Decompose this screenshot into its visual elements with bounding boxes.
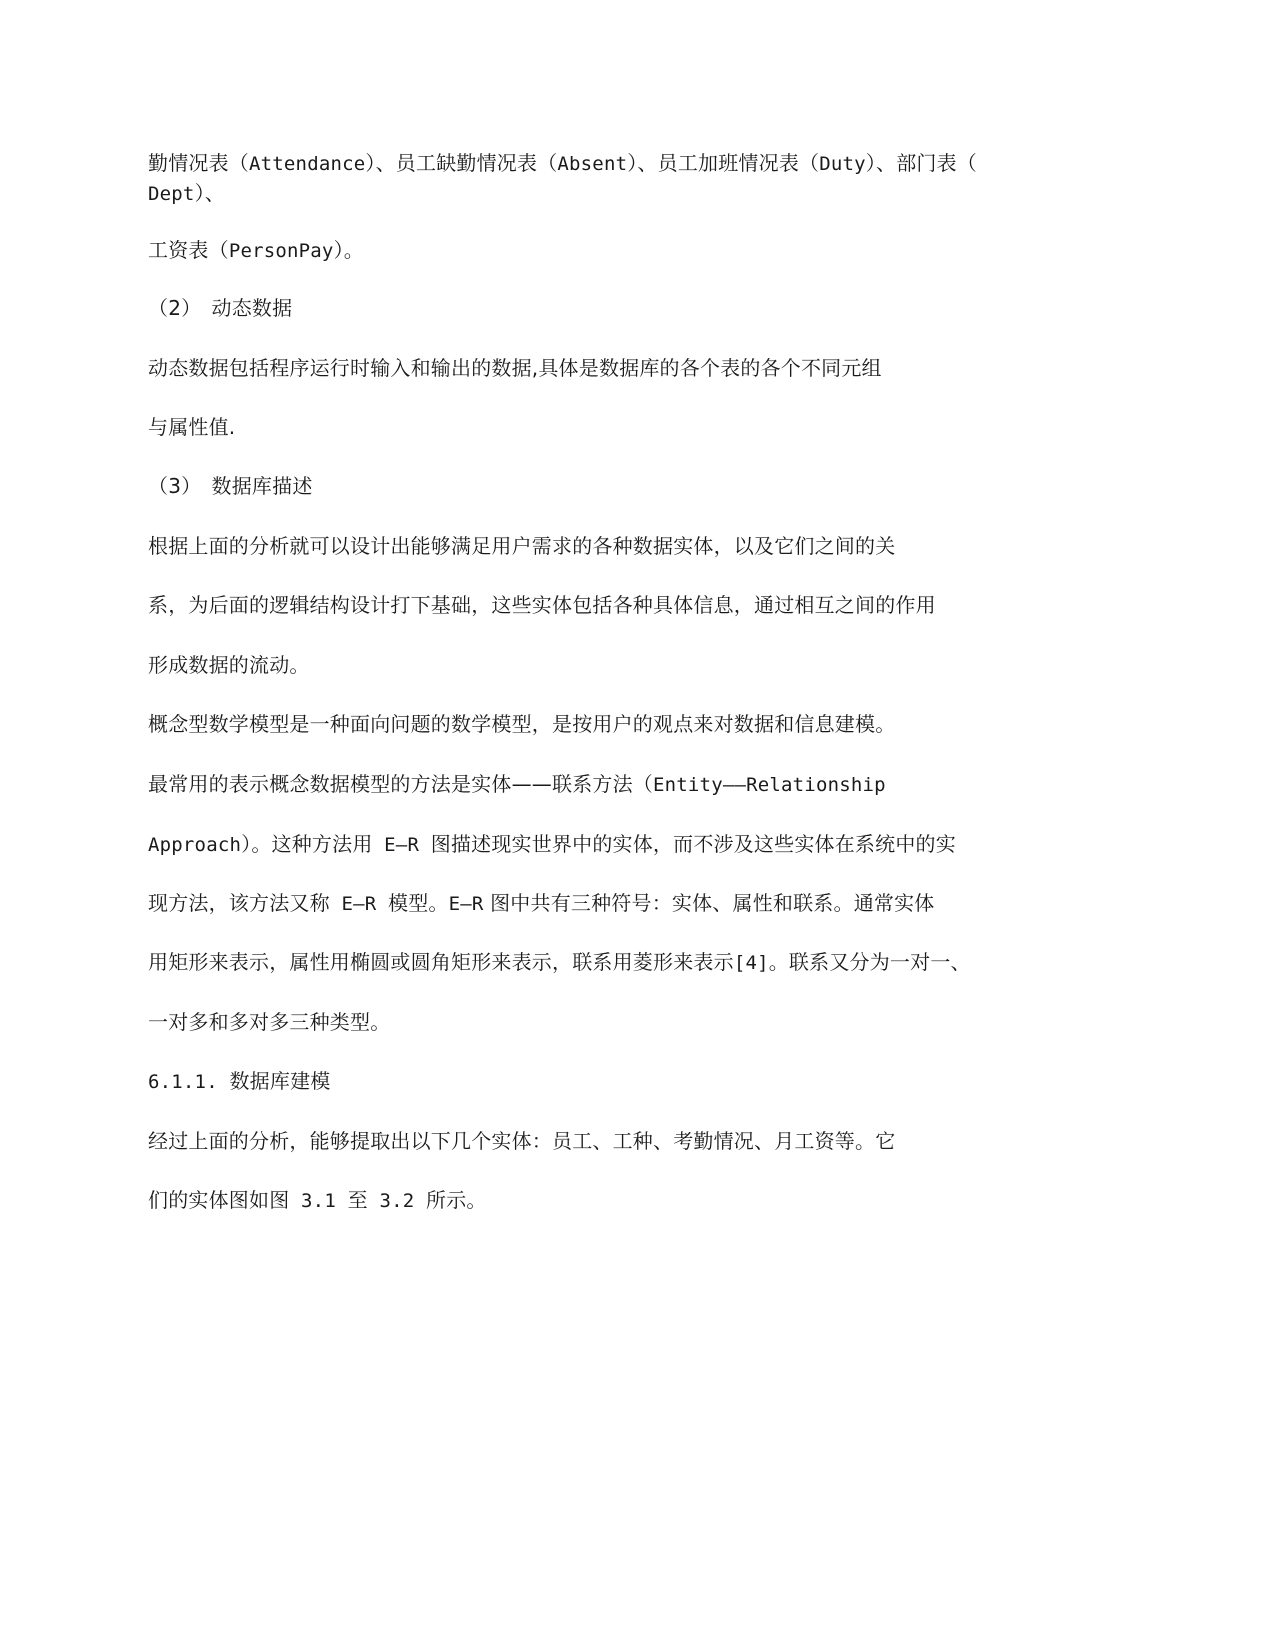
figure-reference: 3.1 (289, 1190, 348, 1212)
text-segment: 最常用的表示概念数据模型的方法是实体——联系方法（ (148, 772, 653, 796)
citation: [4] (733, 952, 769, 974)
text-segment: ）。 (333, 238, 364, 262)
text-line (148, 531, 895, 561)
text-segment-latin: Attendance (249, 153, 366, 175)
text-segment: 图中共有三种符号：实体、属性和联系。通常实体 (483, 891, 935, 915)
text-segment: 所示。 (426, 1188, 487, 1212)
text-line (148, 947, 971, 978)
text-line (148, 650, 310, 680)
text-line (148, 412, 235, 442)
text-line (148, 178, 225, 209)
text-segment-latin: E—R (448, 893, 484, 915)
text-segment-latin: Duty (819, 153, 866, 175)
text-segment: 经过上面的分析，能够提取出以下几个实体：员工、工种、考勤情况、月工资等。它 (148, 1129, 896, 1153)
text-segment: ）、员工加班情况表（ (627, 151, 820, 175)
text-segment: 模型。 (388, 891, 449, 915)
text-segment-latin: E—R (372, 834, 431, 856)
text-segment: 数据库建模 (229, 1069, 331, 1093)
text-segment: 一对多和多对多三种类型。 (148, 1010, 391, 1034)
text-line (148, 590, 936, 620)
text-line (148, 1185, 487, 1216)
section-heading (148, 471, 313, 501)
text-segment: 。联系又分为一对一、 (768, 950, 971, 974)
text-line (148, 1007, 390, 1037)
text-segment: （2） 动态数据 (148, 296, 293, 320)
text-segment: 用矩形来表示，属性用椭圆或圆角矩形来表示，联系用菱形来表示 (148, 950, 734, 974)
text-line (148, 1126, 895, 1156)
text-segment: 至 (347, 1188, 368, 1212)
text-line (148, 148, 977, 179)
text-line (148, 235, 364, 266)
text-segment-latin: Entity——Relationship (653, 774, 886, 796)
figure-reference: 3.2 (367, 1190, 427, 1212)
subsection-heading (148, 1066, 330, 1097)
text-segment: 现方法，该方法又称 (148, 891, 330, 915)
text-segment: 动态数据包括程序运行时输入和输出的数据,具体是数据库的各个表的各个不同元组 (148, 356, 882, 380)
text-line (148, 829, 956, 860)
text-segment-latin: Absent (557, 153, 628, 175)
text-segment: 工资表（ (148, 238, 229, 262)
text-segment: 勤情况表（ (148, 151, 249, 175)
text-segment: 根据上面的分析就可以设计出能够满足用户需求的各种数据实体，以及它们之间的关 (148, 534, 896, 558)
section-heading (148, 293, 292, 323)
text-segment: ）、员工缺勤情况表（ (365, 151, 558, 175)
text-segment: （3） 数据库描述 (148, 474, 313, 498)
text-segment: 图描述现实世界中的实体，而不涉及这些实体在系统中的实 (430, 832, 956, 856)
text-segment-latin: PersonPay (228, 240, 334, 262)
text-segment-latin: E—R (329, 893, 389, 915)
text-segment: 系，为后面的逻辑结构设计打下基础，这些实体包括各种具体信息，通过相互之间的作用 (148, 593, 936, 617)
section-number: 6.1.1. (148, 1071, 230, 1093)
text-segment: ）。这种方法用 (241, 832, 373, 856)
text-segment: ）、 (194, 181, 225, 205)
text-segment: ）、部门表（ (865, 151, 977, 175)
text-segment-latin: Approach (148, 834, 242, 856)
text-line (148, 769, 886, 800)
text-segment: 概念型数学模型是一种面向问题的数学模型，是按用户的观点来对数据和信息建模。 (148, 712, 896, 736)
text-segment: 与属性值. (148, 415, 236, 439)
text-segment: 们的实体图如图 (148, 1188, 290, 1212)
text-line (148, 888, 935, 919)
text-segment: 形成数据的流动。 (148, 653, 310, 677)
text-segment-latin: Dept (148, 183, 195, 205)
text-line (148, 353, 882, 383)
text-line (148, 709, 895, 739)
